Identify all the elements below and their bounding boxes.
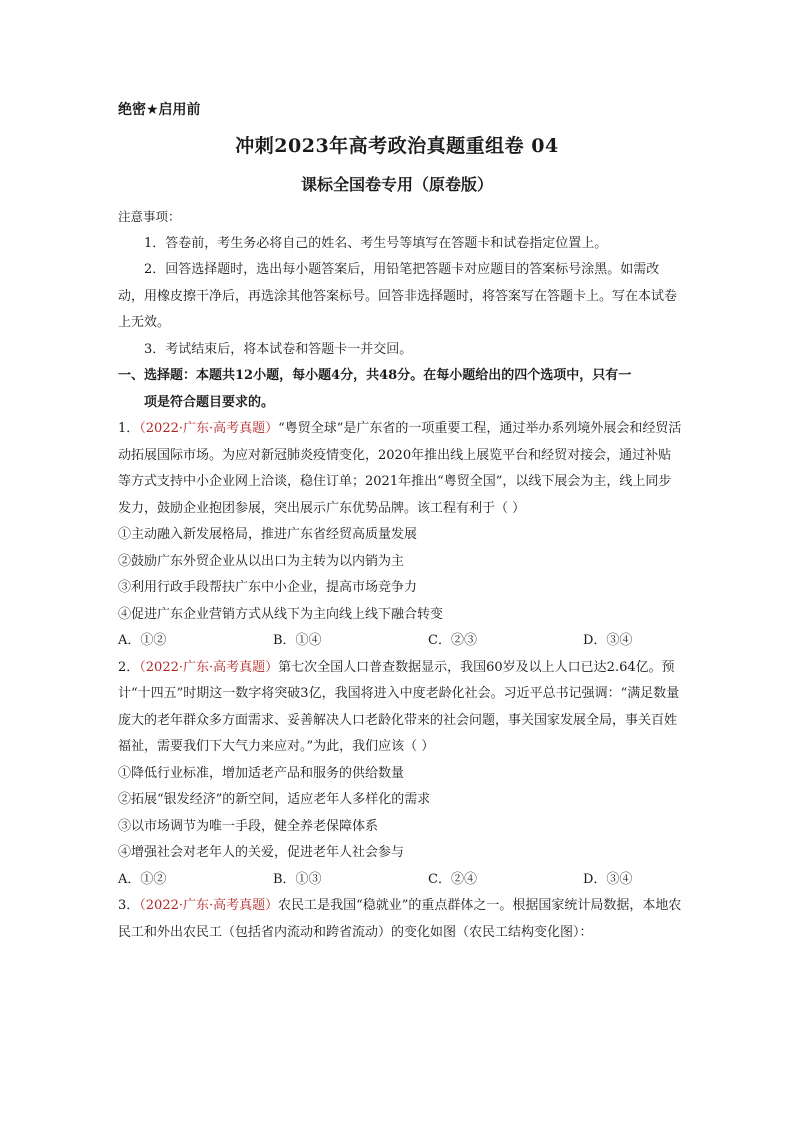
option-d: D．③④ [583, 871, 633, 887]
option-b: B．①③ [273, 871, 322, 887]
section-heading [118, 363, 684, 416]
notes-heading: 注意事项： [118, 209, 181, 224]
question-number: 3． [118, 898, 140, 913]
question-2-options [118, 867, 684, 894]
question-text: “粤贸全球”是广东省的一项重要工程，通过举办系列境外展会和经贸活动拓展国际市场。为应对新冠肺炎疫情变化，2020年推出线上展览平台和经贸对接会，通过补贴等方式支持中小企业网上洽谈，稳住订单；2021年推出“粤贸全国”，以线下展会为主，线上同步发力，鼓励企业抱团参展，突出展示广东优势品牌。该工程有利于（ ） [118, 421, 682, 516]
question-2-choice: ②拓展“银发经济”的新空间，适应老年人多样化的需求 [118, 792, 431, 807]
question-2-choice: ①降低行业标准，增加适老产品和服务的供给数量 [118, 765, 405, 781]
question-3-stem [118, 893, 684, 946]
option-b: B．①④ [273, 633, 322, 648]
question-2-choice: ③以市场调节为唯一手段，健全养老保障体系 [118, 818, 379, 834]
note-item: 2．回答选择题时，选出每小题答案后，用铅笔把答题卡对应题目的答案标号涂黑。如需改动，用橡皮擦干净后，再选涂其他答案标号。回答非选择题时，将答案写在答题卡上。写在本试卷上无效。 [118, 262, 678, 330]
question-1-choice: ③利用行政手段帮扶广东中小企业，提高市场竞争力 [118, 580, 418, 595]
question-2-choice: ④增强社会对老年人的关爱，促进老年人社会参与 [118, 845, 405, 860]
question-1-options [118, 628, 684, 655]
question-1-stem [118, 416, 684, 522]
section-heading-line2: 项是符合题目要求的。 [144, 394, 275, 410]
option-c: C．②③ [428, 633, 477, 648]
question-number: 2． [118, 659, 140, 675]
question-source: （2022·广东·高考真题） [139, 421, 279, 436]
page-title: 冲刺2023年高考政治真题重组卷 04 [235, 135, 559, 157]
question-text: 农民工是我国“稳就业”的重点群体之一。根据国家统计局数据，本地农民工和外出农民工（包括省内流动和跨省流动）的变化如图（农民工结构变化图）： [118, 898, 682, 940]
question-number: 1． [118, 421, 140, 436]
option-a: A．①② [118, 633, 167, 648]
section-heading-line1: 一、选择题：本题共12小题，每小题4分，共48分。在每小题给出的四个选项中，只有一 [118, 368, 632, 383]
option-d: D．③④ [583, 633, 633, 648]
question-text: 第七次全国人口普查数据显示，我国60岁及以上人口已达2.64亿。预计“十四五”时期这一数字将突破3亿，我国将进入中度老龄化社会。习近平总书记强调：“满足数量庞大的老年群众多方面需求、妥善解决人口老龄化带来的社会问题，事关国家发展全局，事关百姓福祉，需要我们下大气力来应对。”为此，我们应该（ ） [118, 659, 680, 754]
question-1-choice: ④促进广东企业营销方式从线下为主向线上线下融合转变 [118, 606, 444, 622]
document-body [118, 204, 684, 946]
note-item: 1．答卷前，考生务必将自己的姓名、考生号等填写在答题卡和试卷指定位置上。 [144, 235, 608, 251]
note-item: 3．考试结束后，将本试卷和答题卡一并交回。 [144, 341, 413, 357]
question-2-stem [118, 655, 684, 761]
option-a: A．①② [118, 871, 167, 887]
question-source: （2022·广东·高考真题） [139, 898, 279, 913]
option-c: C．②④ [428, 871, 477, 887]
question-1-choice: ②鼓励广东外贸企业从以出口为主转为以内销为主 [118, 553, 405, 569]
question-1-choice: ①主动融入新发展格局，推进广东省经贸高质量发展 [118, 527, 418, 542]
question-source: （2022·广东·高考真题） [139, 659, 279, 675]
confidential-label: 绝密★启用前 [118, 102, 201, 118]
page-subtitle: 课标全国卷专用（原卷版） [300, 175, 493, 194]
